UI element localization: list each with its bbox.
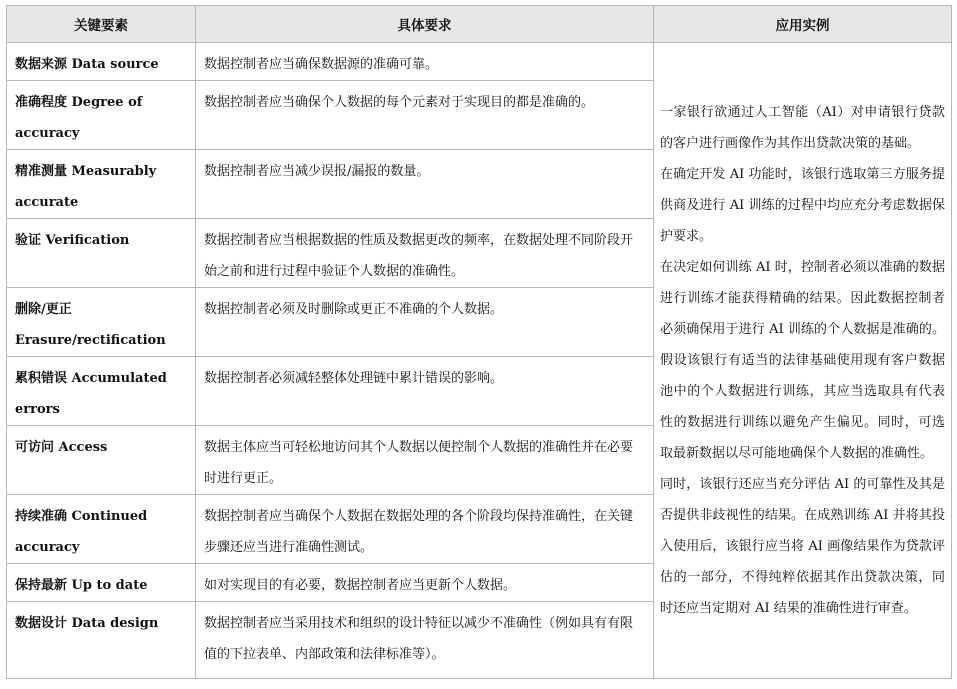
- key-element-cell: 累积错误 Accumulated errors: [7, 357, 196, 426]
- key-element-cell: 数据设计 Data design: [7, 602, 196, 679]
- requirement-cell: 数据控制者应当确保个人数据的每个元素对于实现目的都是准确的。: [196, 81, 654, 150]
- requirement-cell: 数据主体应当可轻松地访问其个人数据以便控制个人数据的准确性并在必要时进行更正。: [196, 426, 654, 495]
- header-row: [7, 6, 952, 43]
- header-requirements: 具体要求: [196, 6, 654, 43]
- key-element-cell: 精准测量 Measurably accurate: [7, 150, 196, 219]
- example-paragraph: 同时，该银行还应当充分评估 AI 的可靠性及其是否提供非歧视性的结果。在成熟训练 AI 并将其投入使用后，该银行应当将 AI 画像结果作为贷款评估的一部分，不得纯粹依据其作出贷款决策，同时还应当定期对 AI 结果的准确性进行审查。: [660, 477, 945, 616]
- example-paragraph: 在决定如何训练 AI 时，控制者必须以准确的数据进行训练才能获得精确的结果。因此数据控制者必须确保用于进行 AI 训练的个人数据是准确的。假设该银行有适当的法律基础使用现有客户数据池中的个人数据进行训练，其应当选取具有代表性的数据进行训练以避免产生偏见。同时，可选取最新数据以尽可能地确保个人数据的准确性。: [660, 260, 945, 461]
- key-element-cell: 保持最新 Up to date: [7, 564, 196, 602]
- requirement-cell: 如对实现目的有必要，数据控制者应当更新个人数据。: [196, 564, 654, 602]
- requirement-cell: 数据控制者必须及时删除或更正不准确的个人数据。: [196, 288, 654, 357]
- key-element-cell: 数据来源 Data source: [7, 43, 196, 81]
- requirement-cell: 数据控制者应当根据数据的性质及数据更改的频率，在数据处理不同阶段开始之前和进行过程中验证个人数据的准确性。: [196, 219, 654, 288]
- example-paragraph: 一家银行欲通过人工智能（AI）对申请银行贷款的客户进行画像作为其作出贷款决策的基础。: [660, 105, 945, 151]
- key-element-cell: 可访问 Access: [7, 426, 196, 495]
- key-element-cell: 持续准确 Continued accuracy: [7, 495, 196, 564]
- header-key-elements: 关键要素: [7, 6, 196, 43]
- requirement-cell: 数据控制者应当确保数据源的准确可靠。: [196, 43, 654, 81]
- requirement-cell: 数据控制者必须减轻整体处理链中累计错误的影响。: [196, 357, 654, 426]
- application-example-cell: [654, 43, 952, 679]
- accuracy-requirements-table: [6, 5, 952, 679]
- example-paragraph: 在确定开发 AI 功能时，该银行选取第三方服务提供商及进行 AI 训练的过程中均应充分考虑数据保护要求。: [660, 167, 945, 244]
- key-element-cell: 准确程度 Degree of accuracy: [7, 81, 196, 150]
- requirement-cell: 数据控制者应当采用技术和组织的设计特征以减少不准确性（例如具有有限值的下拉表单、内部政策和法律标准等）。: [196, 602, 654, 679]
- header-application-example: 应用实例: [654, 6, 952, 43]
- requirement-cell: 数据控制者应当减少误报/漏报的数量。: [196, 150, 654, 219]
- key-element-cell: 验证 Verification: [7, 219, 196, 288]
- key-element-cell: 删除/更正 Erasure/rectification: [7, 288, 196, 357]
- requirement-cell: 数据控制者应当确保个人数据在数据处理的各个阶段均保持准确性，在关键步骤还应当进行准确性测试。: [196, 495, 654, 564]
- table-row: [7, 43, 952, 81]
